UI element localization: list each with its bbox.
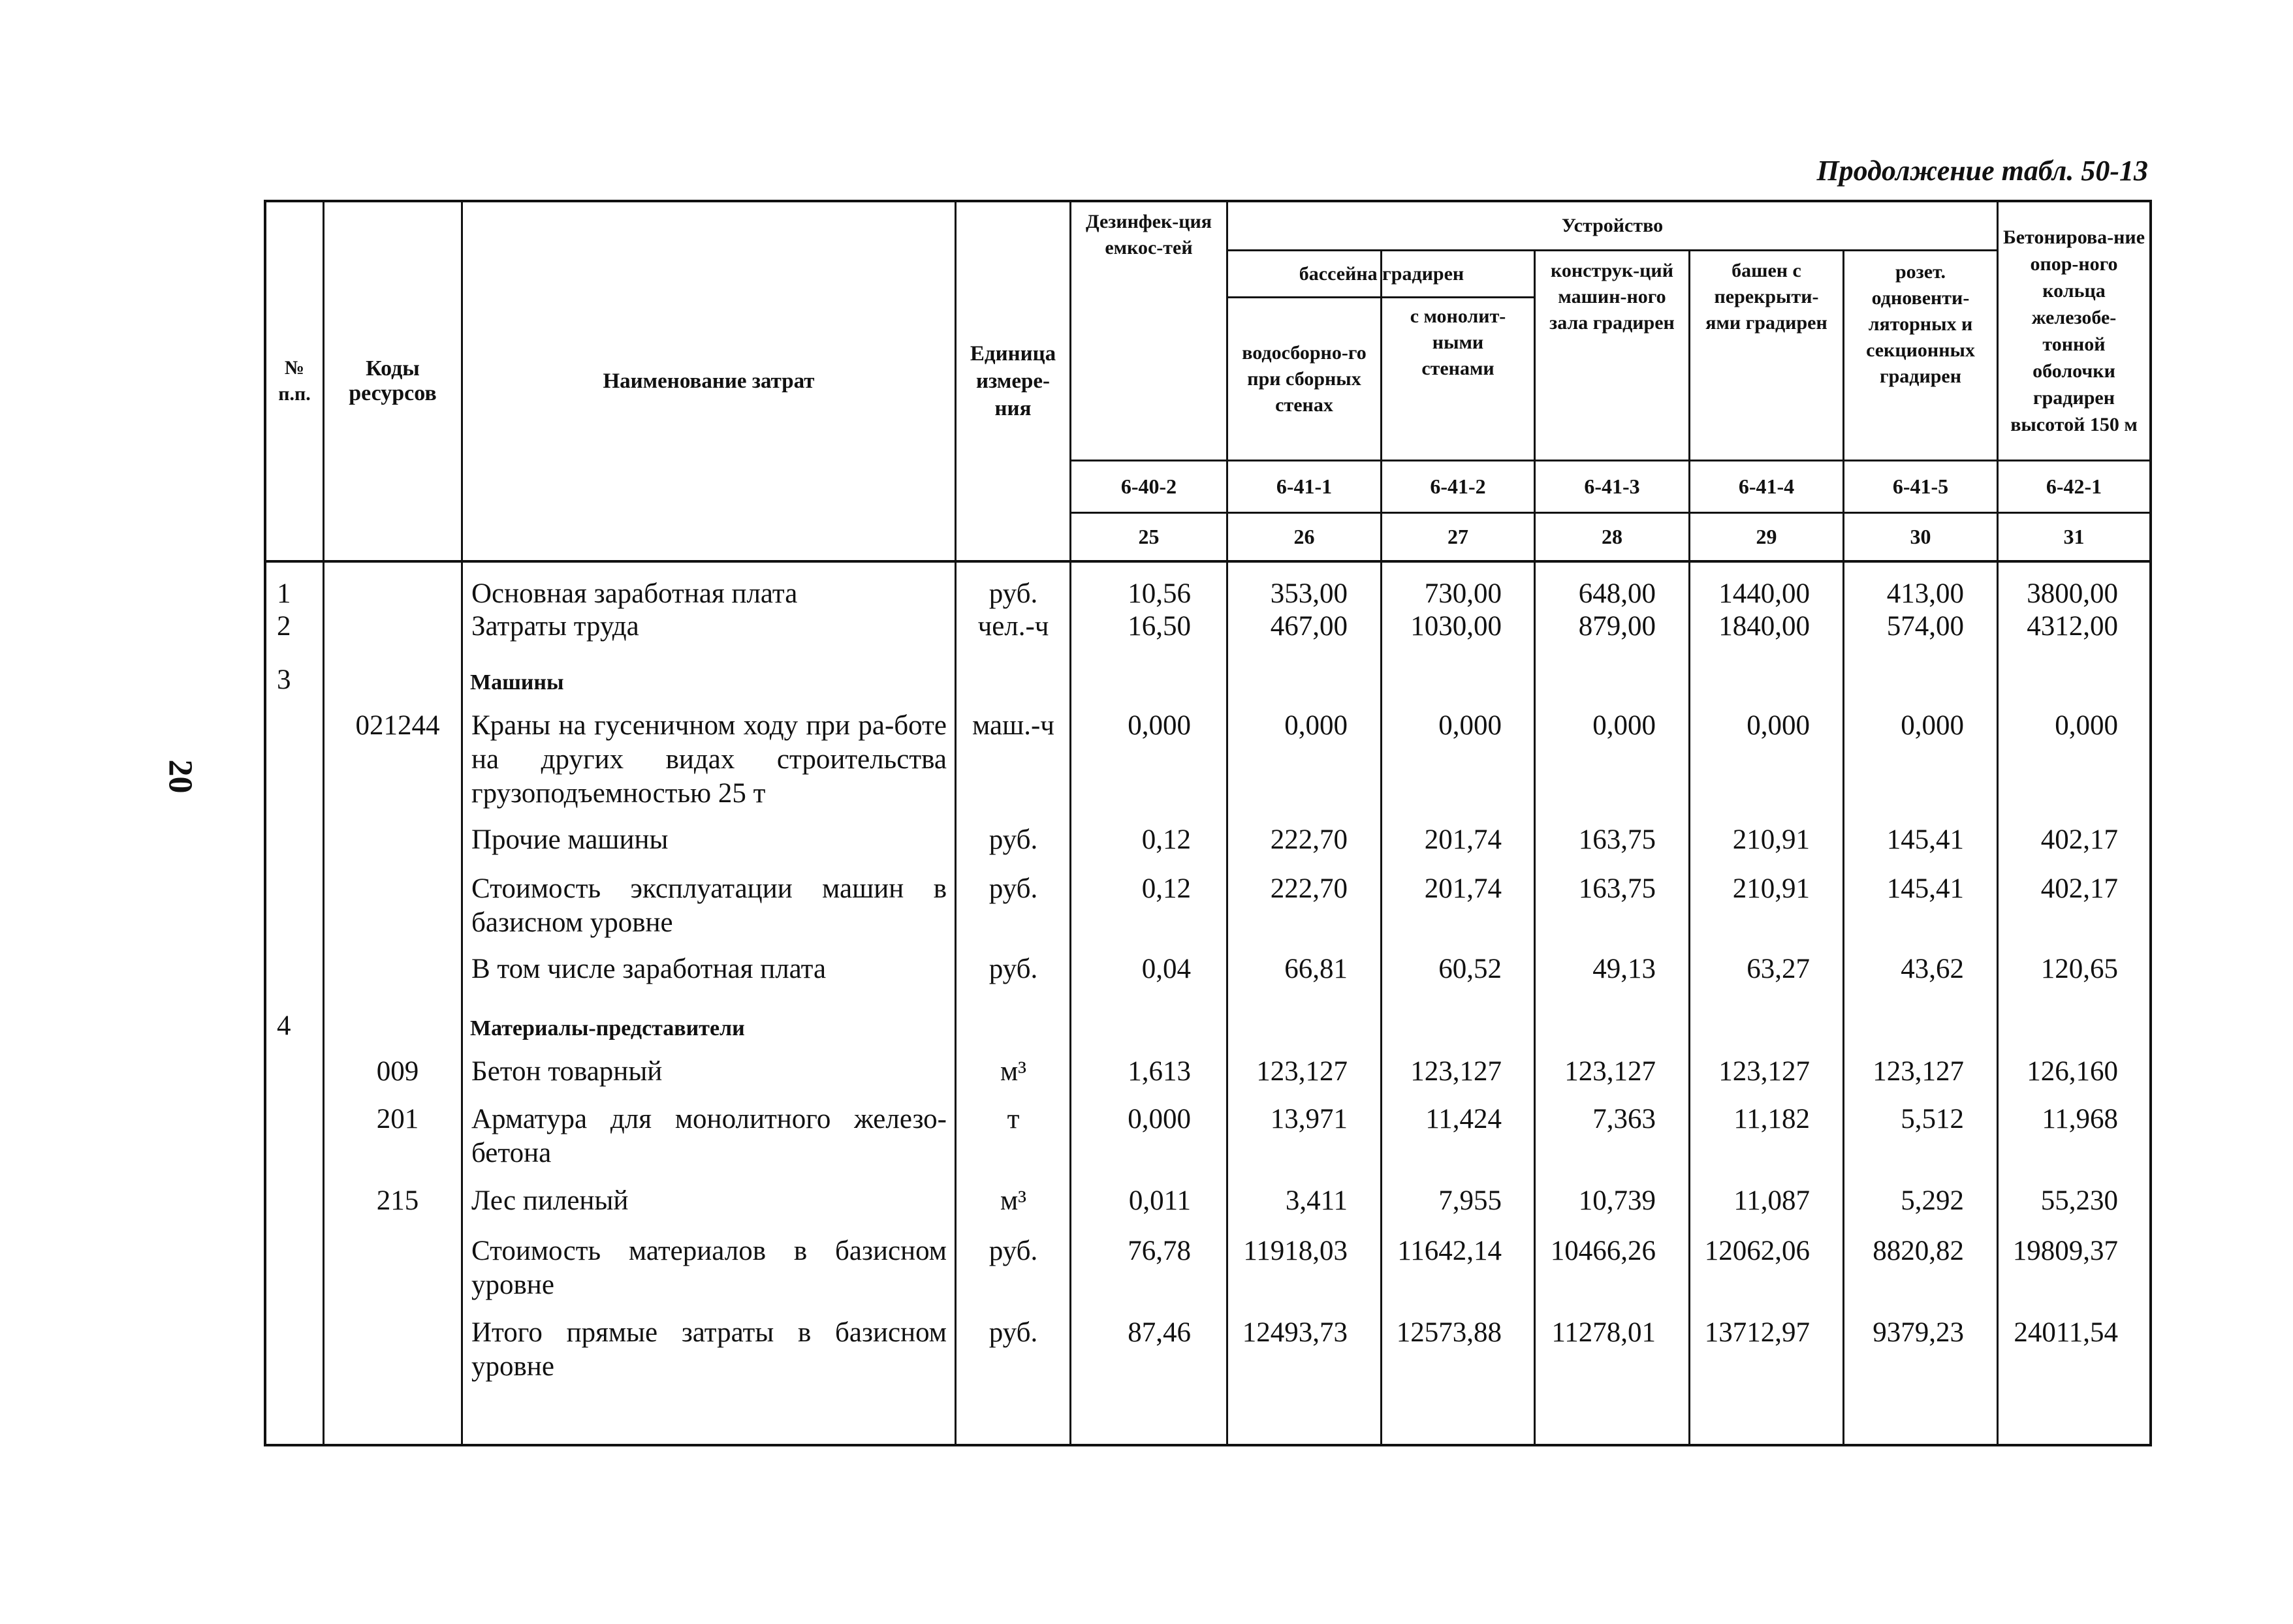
cost-name: Стоимость эксплуатации машин в базисном уровне bbox=[471, 873, 947, 938]
unit: м³ bbox=[1000, 1185, 1027, 1216]
value-cell: 353,00 bbox=[1270, 578, 1348, 609]
header-num-cell: 26 bbox=[1293, 525, 1315, 548]
value-cell: 49,13 bbox=[1592, 954, 1656, 984]
value-cell: 0,000 bbox=[1128, 710, 1191, 741]
value-cell: 145,41 bbox=[1886, 873, 1964, 904]
unit: м³ bbox=[1000, 1056, 1027, 1087]
value-cell: 24011,54 bbox=[2014, 1317, 2118, 1348]
header-code-cell: 6-41-4 bbox=[1738, 475, 1795, 498]
row-number: 3 bbox=[277, 664, 291, 695]
value-cell: 0,011 bbox=[1128, 1185, 1191, 1216]
value-cell: 123,127 bbox=[1873, 1056, 1964, 1087]
resource-code: 201 bbox=[376, 1104, 419, 1134]
header-rosettes: розет. одновенти-ляторных и секционных градирен bbox=[1866, 261, 1975, 387]
unit: руб. bbox=[988, 954, 1038, 984]
value-cell: 7,955 bbox=[1438, 1185, 1502, 1216]
value-cell: 222,70 bbox=[1270, 873, 1348, 904]
value-cell: 12062,06 bbox=[1704, 1236, 1810, 1266]
unit: т bbox=[1007, 1104, 1020, 1134]
value-cell: 66,81 bbox=[1284, 954, 1348, 984]
value-cell: 0,000 bbox=[1747, 710, 1810, 741]
header-num-cell: 31 bbox=[2063, 525, 2085, 548]
cost-table bbox=[264, 200, 2152, 1446]
header-num-cell: 25 bbox=[1138, 525, 1160, 548]
resource-code: 021244 bbox=[355, 710, 440, 741]
page-number: 20 bbox=[161, 759, 199, 794]
value-cell: 163,75 bbox=[1578, 824, 1656, 855]
value-cell: 648,00 bbox=[1578, 578, 1656, 609]
value-cell: 0,12 bbox=[1141, 873, 1191, 904]
value-cell: 210,91 bbox=[1732, 824, 1810, 855]
section-title: Материалы-представители bbox=[470, 1016, 745, 1040]
value-cell: 8820,82 bbox=[1873, 1236, 1964, 1266]
unit: руб. bbox=[988, 1317, 1038, 1348]
header-no: № п.п. bbox=[278, 357, 311, 405]
header-code-cell: 6-41-2 bbox=[1430, 475, 1486, 498]
value-cell: 19809,37 bbox=[2012, 1236, 2118, 1266]
unit: руб. bbox=[988, 873, 1038, 904]
unit: руб. bbox=[988, 824, 1038, 855]
value-cell: 201,74 bbox=[1424, 824, 1502, 855]
cost-name: В том числе заработная плата bbox=[471, 954, 827, 984]
value-cell: 210,91 bbox=[1732, 873, 1810, 904]
value-cell: 13712,97 bbox=[1704, 1317, 1810, 1348]
header-num-cell: 27 bbox=[1447, 525, 1468, 548]
value-cell: 43,62 bbox=[1901, 954, 1964, 984]
value-cell: 0,000 bbox=[2055, 710, 2118, 741]
unit: чел.-ч bbox=[977, 611, 1049, 642]
header-num-cell: 30 bbox=[1910, 525, 1931, 548]
value-cell: 0,04 bbox=[1141, 954, 1191, 984]
value-cell: 11278,01 bbox=[1551, 1317, 1656, 1348]
header-codes: Коды ресурсов bbox=[349, 356, 437, 405]
header-code-cell: 6-41-1 bbox=[1276, 475, 1333, 498]
value-cell: 87,46 bbox=[1128, 1317, 1191, 1348]
header-basin-a: водосборно-го при сборных стенах bbox=[1242, 341, 1367, 416]
header-name: Наименование затрат bbox=[603, 369, 815, 393]
row-number: 2 bbox=[277, 611, 291, 642]
value-cell: 11,968 bbox=[2042, 1104, 2118, 1134]
value-cell: 12573,88 bbox=[1396, 1317, 1502, 1348]
value-cell: 0,000 bbox=[1284, 710, 1348, 741]
value-cell: 123,127 bbox=[1410, 1056, 1502, 1087]
value-cell: 10,56 bbox=[1128, 578, 1191, 609]
value-cell: 467,00 bbox=[1270, 611, 1348, 642]
value-cell: 222,70 bbox=[1270, 824, 1348, 855]
header-machine-hall: конструк-ций машин-ного зала градирен bbox=[1549, 260, 1675, 334]
value-cell: 76,78 bbox=[1128, 1236, 1191, 1266]
value-cell: 1030,00 bbox=[1410, 611, 1502, 642]
value-cell: 413,00 bbox=[1886, 578, 1964, 609]
value-cell: 0,000 bbox=[1592, 710, 1656, 741]
unit: руб. bbox=[988, 578, 1038, 609]
unit: маш.-ч bbox=[972, 710, 1054, 741]
value-cell: 60,52 bbox=[1438, 954, 1502, 984]
section-title: Машины bbox=[470, 670, 564, 695]
header-code-cell: 6-41-5 bbox=[1892, 475, 1949, 498]
header-concreting: Бетонирова-ние опор-ного кольца железобе-тонной оболочки градирен высотой 150 м bbox=[2002, 226, 2145, 435]
resource-code: 009 bbox=[376, 1056, 419, 1087]
cost-name: Арматура для монолитного железо-бетона bbox=[471, 1104, 947, 1168]
value-cell: 5,512 bbox=[1901, 1104, 1964, 1134]
header-disinfection: Дезинфек-ция емкос-тей bbox=[1085, 211, 1212, 258]
value-cell: 120,65 bbox=[2040, 954, 2118, 984]
value-cell: 201,74 bbox=[1424, 873, 1502, 904]
value-cell: 0,000 bbox=[1438, 710, 1502, 741]
value-cell: 1,613 bbox=[1128, 1056, 1191, 1087]
header-num-cell: 28 bbox=[1602, 525, 1622, 548]
value-cell: 11,424 bbox=[1425, 1104, 1502, 1134]
resource-code: 215 bbox=[376, 1185, 419, 1216]
cost-name: Затраты труда bbox=[471, 611, 639, 642]
cost-name: Стоимость материалов в базисном уровне bbox=[471, 1236, 947, 1300]
value-cell: 63,27 bbox=[1747, 954, 1810, 984]
value-cell: 11,087 bbox=[1733, 1185, 1810, 1216]
value-cell: 9379,23 bbox=[1873, 1317, 1964, 1348]
row-number: 1 bbox=[277, 578, 291, 609]
value-cell: 402,17 bbox=[2040, 873, 2118, 904]
value-cell: 145,41 bbox=[1886, 824, 1964, 855]
value-cell: 0,000 bbox=[1901, 710, 1964, 741]
value-cell: 163,75 bbox=[1578, 873, 1656, 904]
value-cell: 574,00 bbox=[1886, 611, 1964, 642]
unit: руб. bbox=[988, 1236, 1038, 1266]
cost-name: Бетон товарный bbox=[471, 1056, 663, 1087]
cost-name: Итого прямые затраты в базисном уровне bbox=[471, 1317, 947, 1382]
value-cell: 13,971 bbox=[1270, 1104, 1348, 1134]
value-cell: 123,127 bbox=[1564, 1056, 1656, 1087]
header-code-cell: 6-42-1 bbox=[2046, 475, 2102, 498]
value-cell: 7,363 bbox=[1592, 1104, 1656, 1134]
value-cell: 0,12 bbox=[1141, 824, 1191, 855]
value-cell: 55,230 bbox=[2040, 1185, 2118, 1216]
header-basin-b: с монолит-ными стенами bbox=[1410, 305, 1506, 379]
value-cell: 11,182 bbox=[1733, 1104, 1810, 1134]
value-cell: 1840,00 bbox=[1718, 611, 1810, 642]
cost-name: Лес пиленый bbox=[471, 1185, 629, 1216]
value-cell: 123,127 bbox=[1718, 1056, 1810, 1087]
value-cell: 730,00 bbox=[1424, 578, 1502, 609]
table-caption: Продолжение табл. 50-13 bbox=[1816, 155, 2148, 187]
row-number: 4 bbox=[277, 1010, 291, 1041]
cost-name: Основная заработная плата bbox=[471, 578, 798, 609]
value-cell: 5,292 bbox=[1901, 1185, 1964, 1216]
cost-name: Краны на гусеничном ходу при ра-боте на других видах строительства грузоподъемностью 25 т bbox=[471, 710, 947, 809]
header-num-cell: 29 bbox=[1756, 525, 1777, 548]
header-ustroystvo: Устройство bbox=[1561, 215, 1664, 236]
value-cell: 4312,00 bbox=[2027, 611, 2118, 642]
value-cell: 123,127 bbox=[1256, 1056, 1348, 1087]
value-cell: 3800,00 bbox=[2027, 578, 2118, 609]
value-cell: 10,739 bbox=[1578, 1185, 1656, 1216]
value-cell: 16,50 bbox=[1128, 611, 1191, 642]
value-cell: 0,000 bbox=[1128, 1104, 1191, 1134]
cost-name: Прочие машины bbox=[471, 824, 669, 855]
value-cell: 879,00 bbox=[1578, 611, 1656, 642]
value-cell: 126,160 bbox=[2027, 1056, 2118, 1087]
header-code-cell: 6-40-2 bbox=[1120, 475, 1177, 498]
value-cell: 1440,00 bbox=[1718, 578, 1810, 609]
value-cell: 12493,73 bbox=[1242, 1317, 1348, 1348]
value-cell: 3,411 bbox=[1285, 1185, 1348, 1216]
header-towers: башен с перекрыти-ями градирен bbox=[1705, 260, 1827, 334]
value-cell: 10466,26 bbox=[1550, 1236, 1656, 1266]
header-basins: бассейна градирен bbox=[1299, 262, 1464, 285]
value-cell: 11918,03 bbox=[1243, 1236, 1348, 1266]
value-cell: 11642,14 bbox=[1397, 1236, 1502, 1266]
header-unit: Единица измере-ния bbox=[970, 342, 1056, 420]
value-cell: 402,17 bbox=[2040, 824, 2118, 855]
header-code-cell: 6-41-3 bbox=[1584, 475, 1640, 498]
